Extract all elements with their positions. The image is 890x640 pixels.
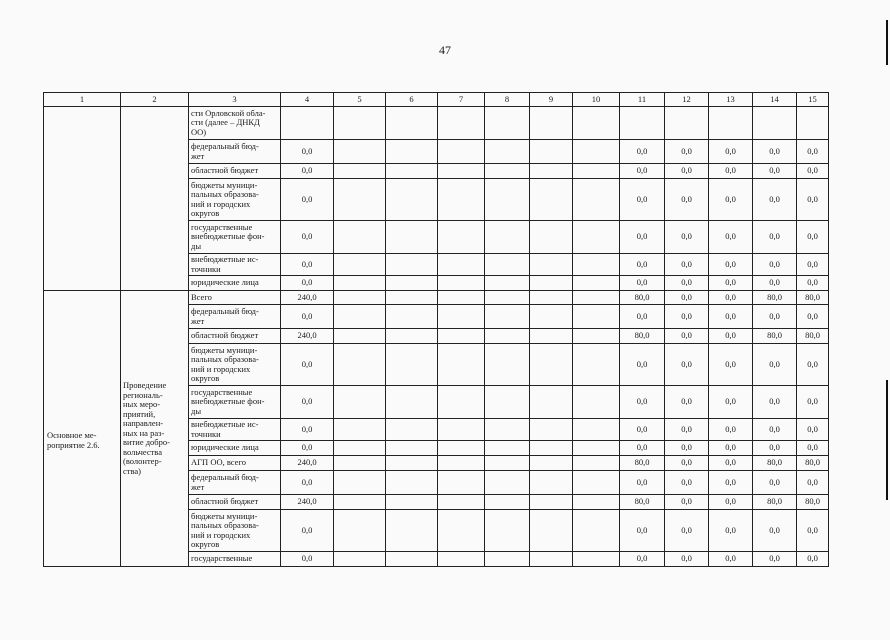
- empty-cell: [334, 221, 386, 254]
- value-c12: 0,0: [665, 386, 709, 419]
- empty-cell: [485, 510, 530, 552]
- value-c14: 0,0: [753, 305, 797, 329]
- empty-cell: [438, 305, 485, 329]
- value-c13: 0,0: [709, 140, 753, 164]
- empty-cell: [386, 471, 438, 495]
- empty-cell: [573, 419, 620, 441]
- value-c12: 0,0: [665, 179, 709, 221]
- empty-cell: [485, 386, 530, 419]
- value-c12: 0,0: [665, 254, 709, 276]
- value-col4: 240,0: [281, 291, 334, 305]
- value-c14: 80,0: [753, 291, 797, 305]
- value-c13: 0,0: [709, 386, 753, 419]
- column-number: 2: [121, 93, 189, 107]
- empty-cell: [485, 107, 530, 140]
- value-c13: 0,0: [709, 329, 753, 344]
- empty-cell: [573, 179, 620, 221]
- value-c14: 0,0: [753, 510, 797, 552]
- column-number: 10: [573, 93, 620, 107]
- empty-cell: [573, 254, 620, 276]
- empty-cell: [485, 456, 530, 471]
- funding-source: федеральный бюд- жет: [189, 471, 281, 495]
- empty-cell: [573, 107, 620, 140]
- empty-cell: [386, 495, 438, 510]
- empty-cell: [530, 510, 573, 552]
- scan-edge-mark: [886, 20, 888, 65]
- empty-cell: [334, 164, 386, 179]
- empty-cell: [438, 471, 485, 495]
- empty-cell: [386, 291, 438, 305]
- empty-cell: [386, 305, 438, 329]
- column-number: 15: [797, 93, 829, 107]
- empty-cell: [530, 441, 573, 456]
- empty-cell: [386, 456, 438, 471]
- empty-cell: [386, 164, 438, 179]
- value-c14: 0,0: [753, 179, 797, 221]
- value-c12: 0,0: [665, 495, 709, 510]
- empty-cell: [334, 140, 386, 164]
- value-c11: 80,0: [620, 456, 665, 471]
- empty-cell: [485, 140, 530, 164]
- empty-cell: [334, 329, 386, 344]
- empty-cell: [438, 254, 485, 276]
- empty-cell: [438, 344, 485, 386]
- value-col4: 0,0: [281, 179, 334, 221]
- value-c14: 0,0: [753, 441, 797, 456]
- empty-cell: [530, 164, 573, 179]
- empty-cell: [573, 386, 620, 419]
- value-c15: 0,0: [797, 552, 829, 567]
- activity-cell-top: [44, 107, 121, 291]
- empty-cell: [573, 441, 620, 456]
- empty-cell: [530, 254, 573, 276]
- column-number: 5: [334, 93, 386, 107]
- page-number: 47: [439, 43, 451, 57]
- column-number: 6: [386, 93, 438, 107]
- empty-cell: [334, 495, 386, 510]
- empty-cell: [573, 276, 620, 291]
- empty-cell: [530, 276, 573, 291]
- value-c11: 80,0: [620, 495, 665, 510]
- value-c12: 0,0: [665, 441, 709, 456]
- empty-cell: [530, 221, 573, 254]
- value-c13: 0,0: [709, 305, 753, 329]
- column-number: 4: [281, 93, 334, 107]
- value-col4: 240,0: [281, 329, 334, 344]
- value-c12: 0,0: [665, 471, 709, 495]
- value-c11: 0,0: [620, 164, 665, 179]
- empty-cell: [334, 344, 386, 386]
- value-c15: 0,0: [797, 419, 829, 441]
- value-c11: 0,0: [620, 276, 665, 291]
- value-col4: 0,0: [281, 510, 334, 552]
- funding-source: государственные внебюджетные фон- ды: [189, 386, 281, 419]
- empty-cell: [438, 140, 485, 164]
- empty-cell: [573, 456, 620, 471]
- empty-cell: [386, 329, 438, 344]
- value-c12: 0,0: [665, 329, 709, 344]
- value-c12: 0,0: [665, 552, 709, 567]
- funding-source: внебюджетные ис- точники: [189, 419, 281, 441]
- value-c11: 0,0: [620, 179, 665, 221]
- value-c13: 0,0: [709, 179, 753, 221]
- empty-cell: [485, 441, 530, 456]
- empty-cell: [485, 305, 530, 329]
- value-c14: 0,0: [753, 254, 797, 276]
- empty-cell: [573, 495, 620, 510]
- empty-cell: [573, 164, 620, 179]
- empty-cell: [334, 441, 386, 456]
- value-c15: 0,0: [797, 441, 829, 456]
- value-c15: 0,0: [797, 140, 829, 164]
- empty-cell: [386, 107, 438, 140]
- empty-cell: [530, 419, 573, 441]
- empty-cell: [573, 140, 620, 164]
- value-c14: 80,0: [753, 495, 797, 510]
- value-c13: 0,0: [709, 254, 753, 276]
- empty-cell: [573, 471, 620, 495]
- funding-source: государственные: [189, 552, 281, 567]
- funding-source: сти Орловской обла- сти (далее – ДНКД ОО): [189, 107, 281, 140]
- empty-cell: [386, 179, 438, 221]
- value-c12: 0,0: [665, 291, 709, 305]
- value-c14: 0,0: [753, 552, 797, 567]
- activity-label: Основное ме- роприятие 2.6.: [47, 430, 100, 450]
- value-c11: 0,0: [620, 140, 665, 164]
- column-number: 3: [189, 93, 281, 107]
- value-col4: 240,0: [281, 456, 334, 471]
- activity-cell: [44, 291, 121, 567]
- funding-source: областной бюджет: [189, 164, 281, 179]
- empty-cell: [334, 552, 386, 567]
- value-c13: 0,0: [709, 495, 753, 510]
- empty-cell: [334, 386, 386, 419]
- empty-cell: [530, 456, 573, 471]
- value-c13: 0,0: [709, 441, 753, 456]
- value-c15: 0,0: [797, 179, 829, 221]
- empty-cell: [573, 329, 620, 344]
- value-c11: 0,0: [620, 471, 665, 495]
- value-c13: 0,0: [709, 221, 753, 254]
- scan-edge-mark: [886, 380, 888, 500]
- empty-cell: [485, 291, 530, 305]
- funding-source: юридические лица: [189, 441, 281, 456]
- funding-source: государственные внебюджетные фон- ды: [189, 221, 281, 254]
- value-c12: [665, 107, 709, 140]
- empty-cell: [438, 164, 485, 179]
- value-c11: 0,0: [620, 254, 665, 276]
- funding-source: АГП ОО, всего: [189, 456, 281, 471]
- empty-cell: [485, 254, 530, 276]
- value-c14: 80,0: [753, 456, 797, 471]
- value-c13: 0,0: [709, 419, 753, 441]
- funding-source: бюджеты муници- пальных образова- ний и городских округов: [189, 510, 281, 552]
- value-c15: 0,0: [797, 510, 829, 552]
- value-c13: 0,0: [709, 552, 753, 567]
- empty-cell: [386, 441, 438, 456]
- empty-cell: [573, 291, 620, 305]
- funding-source: юридические лица: [189, 276, 281, 291]
- empty-cell: [334, 471, 386, 495]
- value-c12: 0,0: [665, 140, 709, 164]
- value-c14: 80,0: [753, 329, 797, 344]
- empty-cell: [485, 552, 530, 567]
- value-col4: 0,0: [281, 164, 334, 179]
- column-number: 12: [665, 93, 709, 107]
- column-number: 11: [620, 93, 665, 107]
- empty-cell: [438, 291, 485, 305]
- empty-cell: [530, 329, 573, 344]
- empty-cell: [386, 140, 438, 164]
- value-c15: 0,0: [797, 254, 829, 276]
- empty-cell: [438, 179, 485, 221]
- value-c14: 0,0: [753, 471, 797, 495]
- table-row: [44, 107, 829, 140]
- value-c11: 0,0: [620, 344, 665, 386]
- value-c14: 0,0: [753, 386, 797, 419]
- empty-cell: [334, 419, 386, 441]
- value-c13: 0,0: [709, 510, 753, 552]
- value-c13: 0,0: [709, 164, 753, 179]
- empty-cell: [438, 329, 485, 344]
- value-col4: 0,0: [281, 305, 334, 329]
- empty-cell: [530, 344, 573, 386]
- empty-cell: [530, 552, 573, 567]
- table-body: [44, 93, 829, 567]
- empty-cell: [485, 179, 530, 221]
- value-c15: [797, 107, 829, 140]
- value-c14: 0,0: [753, 221, 797, 254]
- value-c15: 80,0: [797, 456, 829, 471]
- value-c12: 0,0: [665, 456, 709, 471]
- value-c11: 0,0: [620, 510, 665, 552]
- empty-cell: [485, 495, 530, 510]
- value-col4: 0,0: [281, 386, 334, 419]
- value-c11: 80,0: [620, 291, 665, 305]
- empty-cell: [438, 456, 485, 471]
- value-c15: 0,0: [797, 386, 829, 419]
- empty-cell: [573, 221, 620, 254]
- value-c15: 0,0: [797, 276, 829, 291]
- value-c11: 0,0: [620, 386, 665, 419]
- value-c11: 0,0: [620, 305, 665, 329]
- empty-cell: [485, 221, 530, 254]
- empty-cell: [530, 386, 573, 419]
- value-col4: 0,0: [281, 276, 334, 291]
- empty-cell: [573, 305, 620, 329]
- value-c15: 80,0: [797, 291, 829, 305]
- value-c12: 0,0: [665, 419, 709, 441]
- funding-source: областной бюджет: [189, 329, 281, 344]
- empty-cell: [386, 276, 438, 291]
- empty-cell: [334, 276, 386, 291]
- column-number: 9: [530, 93, 573, 107]
- empty-cell: [485, 471, 530, 495]
- value-c15: 0,0: [797, 344, 829, 386]
- empty-cell: [485, 344, 530, 386]
- empty-cell: [485, 276, 530, 291]
- funding-source: бюджеты муници- пальных образова- ний и городских округов: [189, 179, 281, 221]
- value-c12: 0,0: [665, 164, 709, 179]
- value-c14: [753, 107, 797, 140]
- empty-cell: [530, 140, 573, 164]
- value-c13: [709, 107, 753, 140]
- value-c11: [620, 107, 665, 140]
- value-c11: 0,0: [620, 419, 665, 441]
- value-c14: 0,0: [753, 344, 797, 386]
- value-c13: 0,0: [709, 471, 753, 495]
- value-c15: 0,0: [797, 164, 829, 179]
- funding-source: федеральный бюд- жет: [189, 305, 281, 329]
- column-number: 13: [709, 93, 753, 107]
- value-c13: 0,0: [709, 276, 753, 291]
- empty-cell: [438, 419, 485, 441]
- empty-cell: [438, 441, 485, 456]
- value-col4: 0,0: [281, 419, 334, 441]
- value-c13: 0,0: [709, 456, 753, 471]
- value-c14: 0,0: [753, 140, 797, 164]
- empty-cell: [386, 419, 438, 441]
- empty-cell: [530, 305, 573, 329]
- column-number: 7: [438, 93, 485, 107]
- empty-cell: [530, 107, 573, 140]
- value-c11: 0,0: [620, 552, 665, 567]
- value-c15: 80,0: [797, 495, 829, 510]
- empty-cell: [438, 221, 485, 254]
- table-row: [44, 291, 829, 305]
- empty-cell: [485, 419, 530, 441]
- value-c14: 0,0: [753, 164, 797, 179]
- value-c14: 0,0: [753, 419, 797, 441]
- header-row: [44, 93, 829, 107]
- empty-cell: [438, 386, 485, 419]
- empty-cell: [334, 305, 386, 329]
- funding-source: Всего: [189, 291, 281, 305]
- value-c11: 80,0: [620, 329, 665, 344]
- value-c12: 0,0: [665, 276, 709, 291]
- value-c12: 0,0: [665, 510, 709, 552]
- empty-cell: [334, 291, 386, 305]
- value-c11: 0,0: [620, 441, 665, 456]
- value-c12: 0,0: [665, 221, 709, 254]
- empty-cell: [386, 386, 438, 419]
- empty-cell: [334, 179, 386, 221]
- activity-description: Проведение региональ- ных меро- приятий, направлен- ных на раз- витие добро- вольчества (волонтер- ства): [121, 291, 189, 567]
- empty-cell: [386, 254, 438, 276]
- value-col4: 0,0: [281, 441, 334, 456]
- empty-cell: [438, 276, 485, 291]
- empty-cell: [485, 164, 530, 179]
- empty-cell: [573, 510, 620, 552]
- empty-cell: [485, 329, 530, 344]
- empty-cell: [334, 456, 386, 471]
- empty-cell: [438, 495, 485, 510]
- empty-cell: [386, 552, 438, 567]
- empty-cell: [438, 552, 485, 567]
- value-c12: 0,0: [665, 344, 709, 386]
- empty-cell: [530, 291, 573, 305]
- empty-cell: [334, 107, 386, 140]
- empty-cell: [334, 510, 386, 552]
- empty-cell: [334, 254, 386, 276]
- empty-cell: [573, 344, 620, 386]
- funding-source: областной бюджет: [189, 495, 281, 510]
- value-col4: 240,0: [281, 495, 334, 510]
- empty-cell: [530, 179, 573, 221]
- empty-cell: [530, 495, 573, 510]
- value-c12: 0,0: [665, 305, 709, 329]
- column-number: 8: [485, 93, 530, 107]
- value-c13: 0,0: [709, 344, 753, 386]
- column-number: 14: [753, 93, 797, 107]
- value-c15: 0,0: [797, 305, 829, 329]
- empty-cell: [530, 471, 573, 495]
- description-cell-top: [121, 107, 189, 291]
- value-col4: 0,0: [281, 221, 334, 254]
- value-col4: 0,0: [281, 140, 334, 164]
- value-c13: 0,0: [709, 291, 753, 305]
- value-c15: 0,0: [797, 471, 829, 495]
- empty-cell: [573, 552, 620, 567]
- value-c15: 80,0: [797, 329, 829, 344]
- value-c15: 0,0: [797, 221, 829, 254]
- value-c14: 0,0: [753, 276, 797, 291]
- funding-source: внебюджетные ис- точники: [189, 254, 281, 276]
- value-c11: 0,0: [620, 221, 665, 254]
- value-col4: 0,0: [281, 471, 334, 495]
- column-number: 1: [44, 93, 121, 107]
- budget-table: [43, 92, 829, 567]
- funding-source: бюджеты муници- пальных образова- ний и городских округов: [189, 344, 281, 386]
- value-col4: 0,0: [281, 552, 334, 567]
- empty-cell: [438, 510, 485, 552]
- funding-source: федеральный бюд- жет: [189, 140, 281, 164]
- value-col4: 0,0: [281, 344, 334, 386]
- empty-cell: [386, 510, 438, 552]
- empty-cell: [438, 107, 485, 140]
- empty-cell: [386, 221, 438, 254]
- empty-cell: [386, 344, 438, 386]
- value-col4: 0,0: [281, 254, 334, 276]
- value-col4: [281, 107, 334, 140]
